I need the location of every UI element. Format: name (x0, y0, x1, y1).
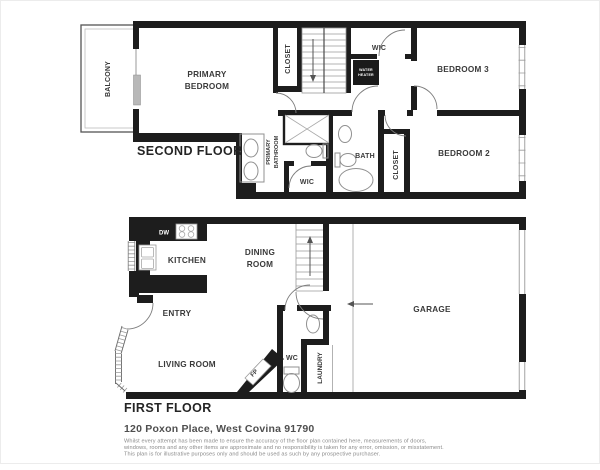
disclaimer-line1: Whilst every attempt has been made to ensure the accuracy of the floor plan contained here, measurements of doors, (124, 438, 427, 445)
first-floor-title: FIRST FLOOR (124, 401, 212, 415)
stove (176, 224, 197, 239)
second-floor-title: SECOND FLOOR (137, 144, 243, 158)
label-primary-bathroom-line2: BATHROOM (274, 135, 280, 169)
label-wic-lower: WIC (299, 179, 315, 186)
label-kitchen: KITCHEN (167, 256, 207, 265)
garage-divider (347, 224, 373, 392)
fireplace (237, 349, 284, 392)
first-floor-walls (126, 217, 526, 399)
second-floor-plan (81, 21, 527, 199)
label-bedroom3: BEDROOM 3 (437, 65, 489, 74)
footer (123, 423, 444, 458)
water-heater-label-line1: WATER (359, 68, 373, 72)
second-floor-walls (133, 21, 526, 199)
first-floor-plan (115, 217, 527, 415)
label-primary-bedroom-line2: BEDROOM (184, 82, 230, 91)
stairs-up-arrow-icon (307, 236, 313, 276)
primary-toilet (306, 144, 328, 158)
second-floor-stairs (302, 28, 346, 93)
label-wc: WC (285, 355, 299, 362)
label-primary-bedroom-line1: PRIMARY (187, 70, 227, 79)
bath-sink (339, 126, 352, 143)
shower (284, 114, 330, 144)
garage-entry-arrow-icon (347, 301, 373, 307)
label-bath: BATH (355, 153, 375, 160)
first-floor-stairs (296, 224, 323, 291)
label-living-room: LIVING ROOM (158, 360, 216, 369)
floor-plan-canvas (1, 1, 600, 465)
label-wic-upper: WIC (371, 45, 387, 52)
label-dining-room-line2: ROOM (246, 260, 274, 269)
address-text: 120 Poxon Place, West Covina 91790 (124, 423, 315, 435)
disclaimer-line2: windows, rooms and any other items are approximate and no responsibility is taken for any error, omission, or misstatement. (124, 445, 444, 451)
label-dining-room-line1: DINING (244, 248, 276, 257)
wc-sink (307, 315, 320, 333)
label-bedroom2: BEDROOM 2 (438, 149, 490, 158)
label-closet-bedroom2: CLOSET (393, 150, 400, 180)
balcony-slider-door (132, 49, 141, 109)
label-dishwasher: DW (159, 230, 169, 237)
double-vanity-sinks (240, 134, 264, 182)
label-primary-bathroom-line1: PRIMARY (266, 139, 272, 165)
label-garage: GARAGE (413, 305, 451, 314)
wc-toilet (284, 367, 300, 393)
label-closet-hall: CLOSET (285, 44, 292, 74)
water-heater-box (353, 60, 379, 85)
water-heater-label-line2: HEATER (358, 73, 374, 77)
bay-window (115, 326, 128, 392)
stairs-down-arrow-icon (310, 39, 316, 82)
label-fireplace: FP (249, 368, 260, 379)
bath-toilet (335, 153, 356, 167)
label-laundry: LAUNDRY (317, 352, 324, 384)
label-balcony: BALCONY (105, 60, 112, 98)
disclaimer-line3: This plan is for illustrative purposes only and should be used as such by any prospective purchaser. (124, 451, 381, 458)
kitchen-sink (139, 245, 156, 270)
label-entry: ENTRY (162, 309, 192, 318)
bathtub (339, 169, 373, 192)
